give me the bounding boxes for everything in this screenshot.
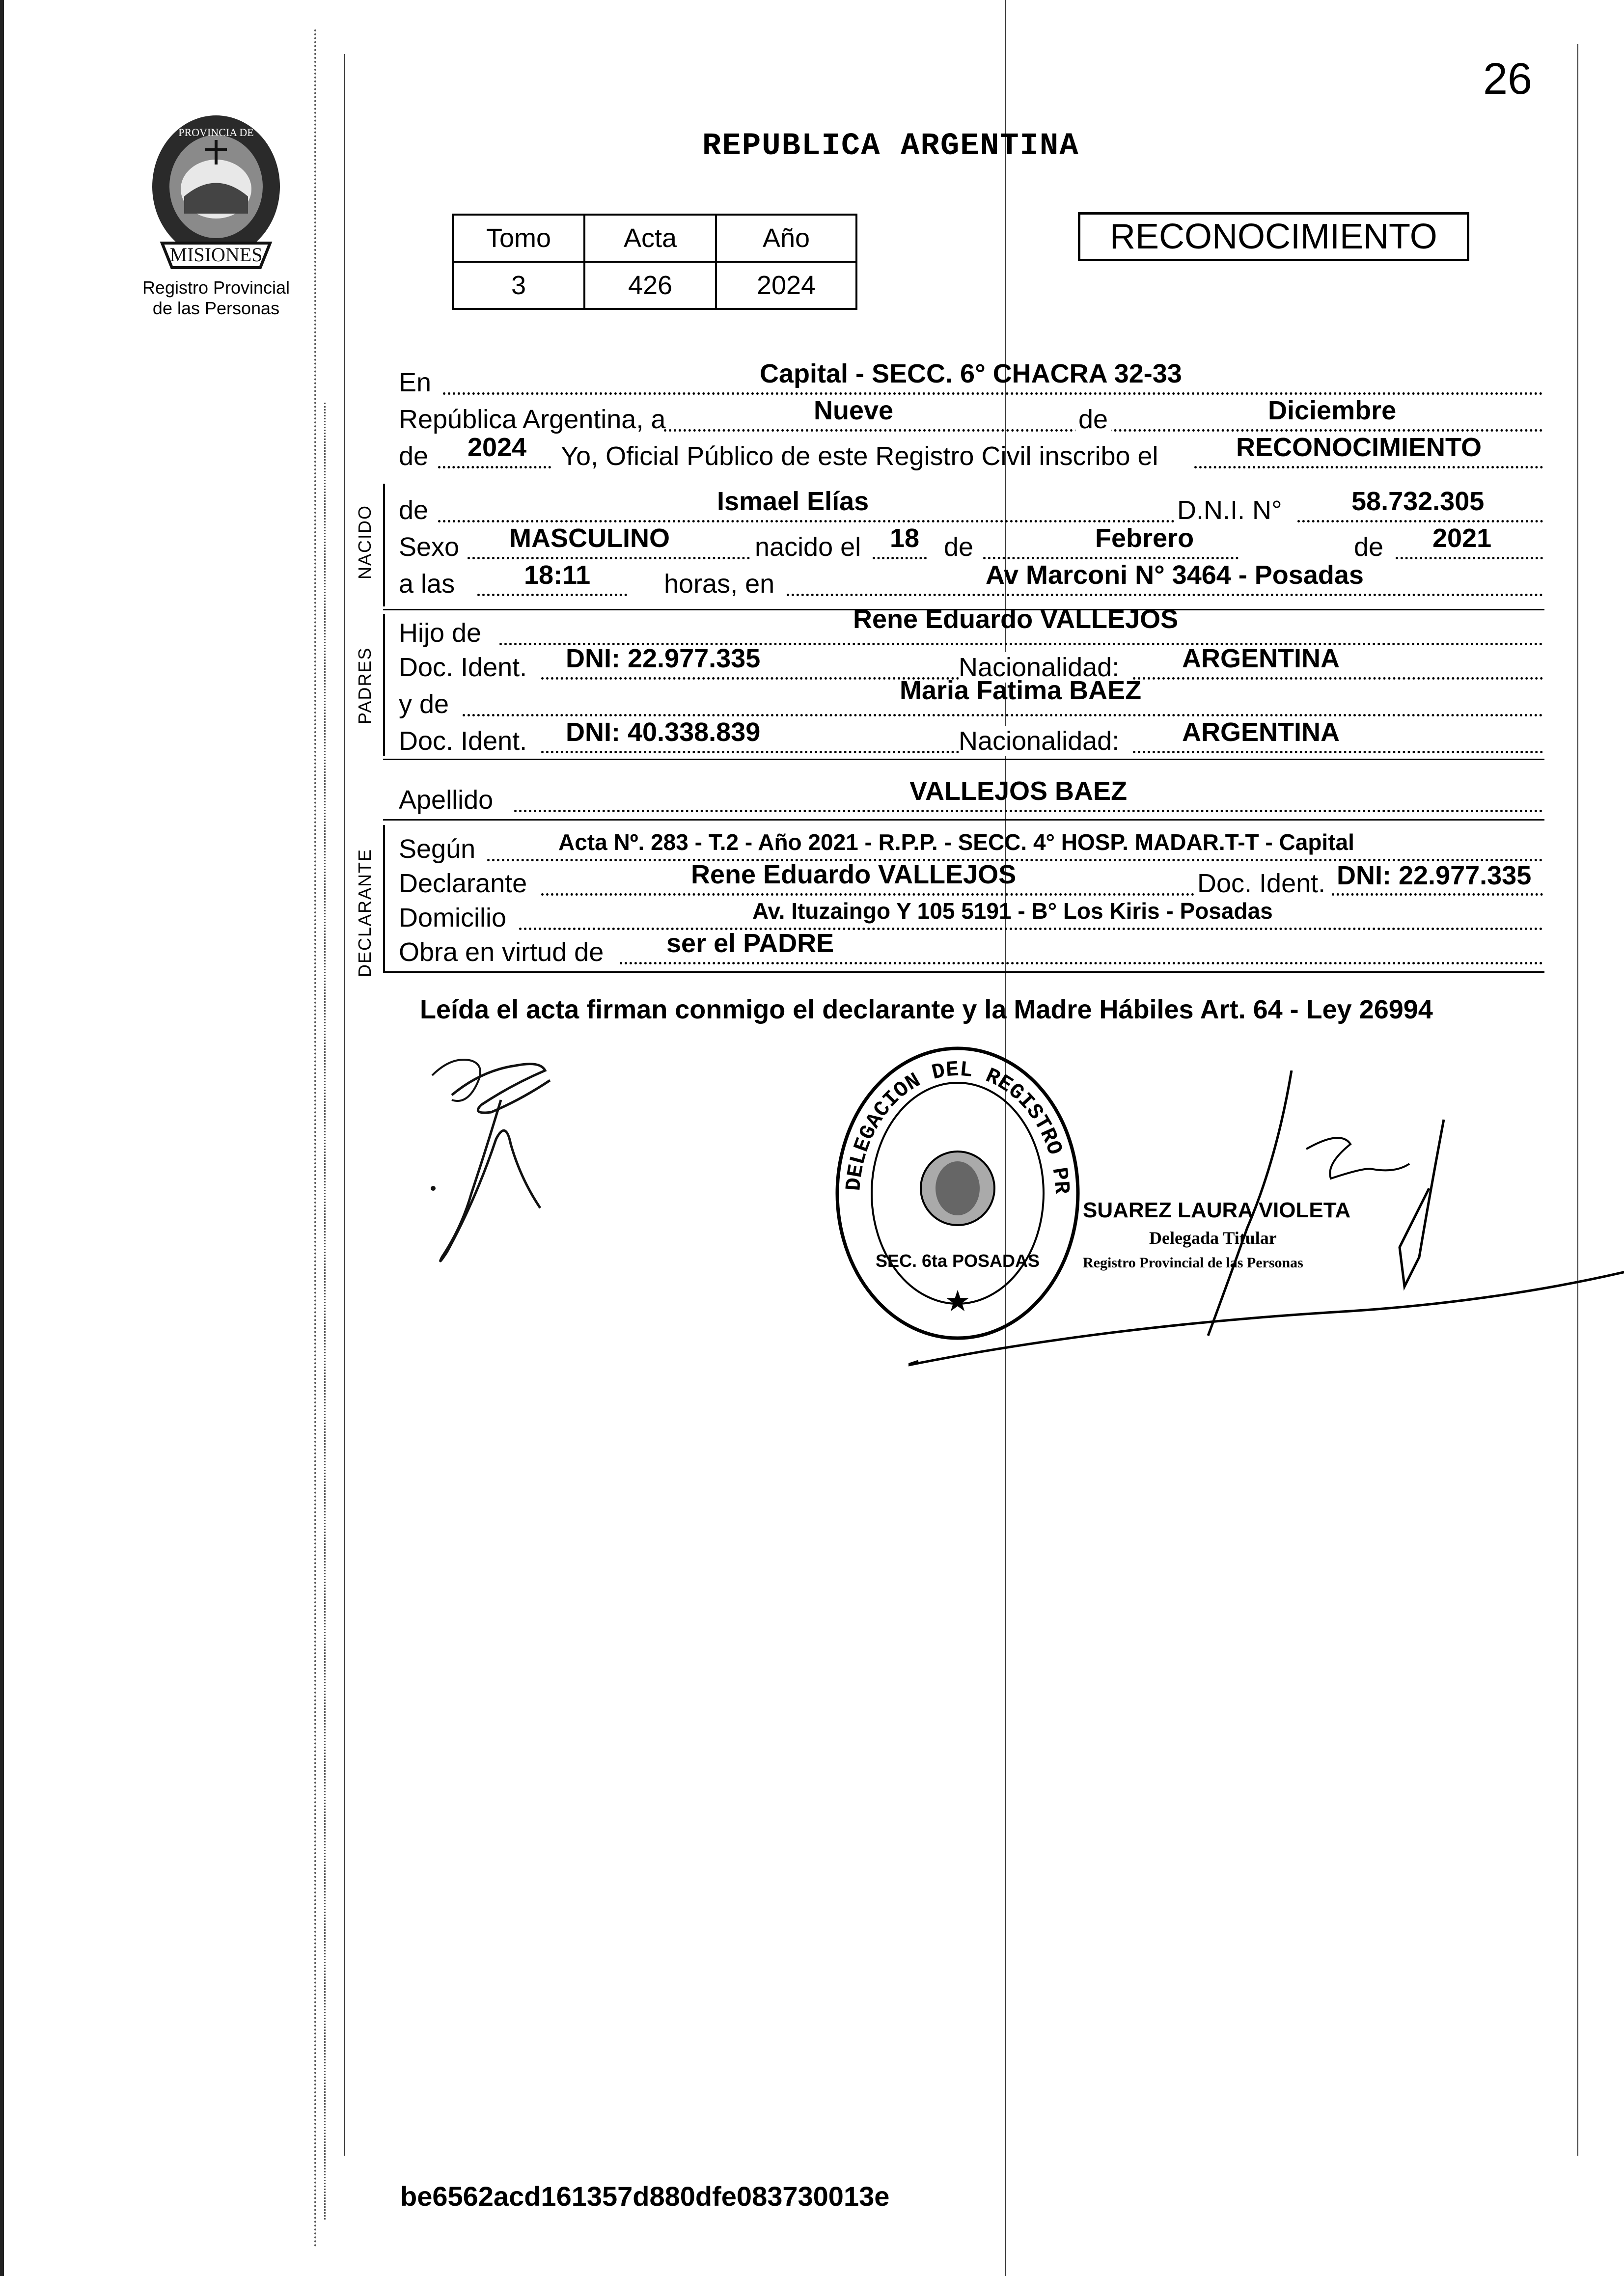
birth-year-value: 2021 bbox=[1432, 523, 1492, 553]
official-text: Yo, Oficial Público de este Registro Civil inscribo el bbox=[561, 441, 1158, 471]
row-declarante bbox=[399, 860, 1543, 899]
row-domicilio bbox=[399, 899, 1543, 933]
mother-doc-value: DNI: 40.338.839 bbox=[566, 717, 761, 747]
en-value: Capital - SECC. 6° CHACRA 32-33 bbox=[760, 359, 1182, 388]
dotted-fill bbox=[541, 893, 1219, 896]
en-label: En bbox=[399, 368, 432, 397]
father-name-value: Rene Eduardo VALLEJOS bbox=[853, 604, 1179, 634]
dni-label: D.N.I. N° bbox=[1177, 495, 1282, 525]
row-apellido bbox=[399, 776, 1543, 815]
declarante-label: DECLARANTE bbox=[355, 848, 375, 977]
domicilio-value: Av. Ituzaingo Y 105 5191 - B° Los Kiris - Posadas bbox=[752, 898, 1273, 924]
declarante-bar bbox=[383, 825, 385, 972]
padres-bar bbox=[383, 614, 385, 756]
segun-value: Acta Nº. 283 - T.2 - Año 2021 - R.P.P. - SECC. 4° HOSP. MADAR.T-T - Capital bbox=[558, 829, 1354, 855]
republica-label: República Argentina, a bbox=[399, 405, 666, 434]
scan-edge bbox=[0, 0, 4, 2276]
father-doc-label: Doc. Ident. bbox=[399, 653, 527, 682]
dotted-fill bbox=[1332, 893, 1543, 896]
de2-label: de bbox=[399, 441, 429, 471]
signatory-role: Delegada Titular bbox=[1149, 1228, 1277, 1248]
hijo-label: Hijo de bbox=[399, 618, 482, 648]
obra-value: ser el PADRE bbox=[666, 929, 834, 958]
divider-padres bbox=[383, 759, 1544, 760]
declarante-doc-value: DNI: 22.977.335 bbox=[1337, 861, 1532, 890]
row-republica bbox=[399, 396, 1543, 435]
place-value: Av Marconi N° 3464 - Posadas bbox=[986, 560, 1364, 590]
declarante-name-value: Rene Eduardo VALLEJOS bbox=[691, 860, 1017, 889]
seal-inner-text: SEC. 6ta POSADAS bbox=[875, 1251, 1040, 1271]
padres-label: PADRES bbox=[355, 647, 375, 724]
record-type-box: RECONOCIMIENTO bbox=[1078, 212, 1469, 261]
table-value-tomo: 3 bbox=[453, 262, 584, 309]
dotted-fill bbox=[1297, 520, 1543, 522]
record-table bbox=[452, 214, 857, 310]
record-table-header-row bbox=[453, 215, 856, 262]
birth-de2-label: de bbox=[1354, 532, 1384, 562]
logo-caption-line2: de las Personas bbox=[152, 298, 280, 318]
dotted-fill bbox=[1396, 557, 1543, 559]
table-value-ano: 2024 bbox=[716, 262, 856, 309]
horas-label: horas, en bbox=[664, 569, 775, 599]
de-label: de bbox=[1075, 404, 1111, 435]
apellido-value: VALLEJOS BAEZ bbox=[909, 776, 1128, 806]
table-header-tomo: Tomo bbox=[453, 215, 584, 262]
mother-nat-label: Nacionalidad: bbox=[959, 726, 1121, 756]
dotted-fill bbox=[514, 810, 1543, 812]
nacido-name-value: Ismael Elías bbox=[717, 487, 869, 516]
row-mother-doc bbox=[399, 717, 1543, 756]
dotted-fill bbox=[477, 594, 627, 596]
dotted-fill bbox=[1133, 751, 1543, 753]
row-en bbox=[399, 359, 1543, 398]
dotted-fill bbox=[443, 392, 1543, 395]
nacido-bar bbox=[383, 484, 385, 606]
sexo-value: MASCULINO bbox=[509, 523, 670, 553]
table-header-acta: Acta bbox=[584, 215, 716, 262]
mother-nat-value: ARGENTINA bbox=[1182, 717, 1340, 747]
father-nat-label: Nacionalidad: bbox=[959, 652, 1121, 683]
nacido-el-label: nacido el bbox=[755, 532, 861, 562]
dni-value: 58.732.305 bbox=[1351, 487, 1485, 516]
day-value: Nueve bbox=[814, 396, 894, 425]
declarante-name-label: Declarante bbox=[399, 869, 527, 898]
margin-line-left bbox=[344, 54, 345, 2156]
birth-de-label: de bbox=[944, 532, 974, 562]
dotted-fill bbox=[463, 714, 1543, 716]
page-number: 26 bbox=[1483, 55, 1533, 104]
emblem-top-text: PROVINCIA DE bbox=[178, 126, 254, 138]
segun-label: Según bbox=[399, 834, 476, 864]
alas-label: a las bbox=[399, 569, 455, 599]
province-emblem bbox=[142, 110, 290, 277]
dotted-fill bbox=[620, 962, 1543, 964]
declarante-doc-label: Doc. Ident. bbox=[1194, 868, 1325, 899]
mother-doc-label: Doc. Ident. bbox=[399, 726, 527, 756]
month-value: Diciembre bbox=[1268, 396, 1397, 425]
divider-apellido bbox=[383, 819, 1544, 821]
nacido-label: NACIDO bbox=[355, 504, 375, 579]
perforation-2 bbox=[324, 403, 326, 2220]
father-nat-value: ARGENTINA bbox=[1182, 644, 1340, 673]
closing-text: Leída el acta firman conmigo el declarante y la Madre Hábiles Art. 64 - Ley 26994 bbox=[420, 995, 1433, 1024]
logo-caption-line1: Registro Provincial bbox=[142, 277, 290, 298]
declarant-signature bbox=[422, 1021, 619, 1267]
signatory-name: SUAREZ LAURA VIOLETA bbox=[1083, 1198, 1351, 1222]
dotted-fill bbox=[1194, 466, 1543, 468]
row-sexo bbox=[399, 523, 1543, 562]
dotted-fill bbox=[438, 520, 1175, 522]
birth-day-value: 18 bbox=[890, 523, 920, 553]
divider-declarante bbox=[383, 971, 1544, 973]
perforation-1 bbox=[314, 29, 316, 2249]
birth-month-value: Febrero bbox=[1095, 523, 1194, 553]
dotted-fill bbox=[873, 557, 927, 559]
page-title: REPUBLICA ARGENTINA bbox=[702, 129, 1079, 164]
dotted-fill bbox=[983, 557, 1239, 559]
father-doc-value: DNI: 22.977.335 bbox=[566, 644, 761, 673]
table-value-acta: 426 bbox=[584, 262, 716, 309]
year-value: 2024 bbox=[468, 433, 527, 462]
time-value: 18:11 bbox=[524, 560, 591, 590]
dotted-fill bbox=[438, 466, 551, 468]
dotted-fill bbox=[468, 557, 750, 559]
mother-name-value: Maria Fatima BAEZ bbox=[900, 676, 1142, 705]
signatory-office: Registro Provincial de las Personas bbox=[1083, 1255, 1303, 1271]
row-nacido-name bbox=[399, 487, 1543, 525]
row-obra bbox=[399, 929, 1543, 967]
logo-caption bbox=[118, 277, 314, 319]
apellido-label: Apellido bbox=[399, 785, 494, 815]
domicilio-label: Domicilio bbox=[399, 903, 507, 932]
nacido-de-label: de bbox=[399, 495, 429, 525]
row-yde bbox=[399, 676, 1543, 719]
yde-label: y de bbox=[399, 689, 449, 719]
dotted-fill bbox=[787, 594, 1543, 596]
inscribe-value: RECONOCIMIENTO bbox=[1236, 433, 1482, 462]
row-alas bbox=[399, 560, 1543, 599]
sexo-label: Sexo bbox=[399, 532, 460, 562]
document-hash: be6562acd161357d880dfe083730013e bbox=[400, 2181, 890, 2212]
table-header-ano: Año bbox=[716, 215, 856, 262]
dotted-fill bbox=[1133, 677, 1543, 680]
record-table-value-row bbox=[453, 262, 856, 309]
emblem-bottom-text: MISIONES bbox=[169, 244, 263, 266]
row-inscribe bbox=[399, 433, 1543, 471]
svg-text:★: ★ bbox=[944, 1284, 971, 1318]
obra-label: Obra en virtud de bbox=[399, 937, 604, 967]
seal-ring-text: DELEGACION DEL REGISTRO PR bbox=[842, 1057, 1074, 1195]
